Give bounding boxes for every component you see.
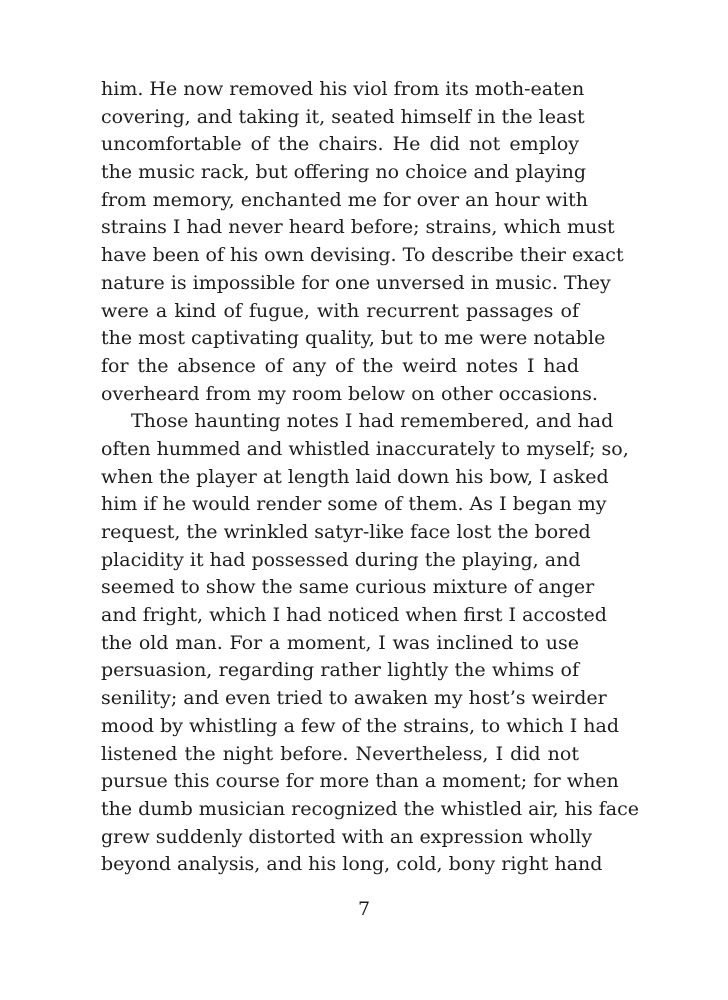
text-line: from memory, enchanted me for over an hour with [101, 188, 588, 211]
text-line: request, the wrinkled satyr-like face lost the bored [101, 521, 591, 543]
text-line: often hummed and whistled inaccurately to myself; so, [101, 437, 629, 460]
text-line: strains I had never heard before; strains, which must [101, 216, 615, 239]
text-line: Those haunting notes I had remembered, and had [131, 410, 614, 433]
text-line: senility; and even tried to awaken my host’s weirder [101, 687, 607, 710]
text-line: the music rack, but offering no choice and playing [101, 161, 586, 184]
text-line: the old man. For a moment, I was inclined to use [101, 631, 579, 654]
text-line: him if he would render some of them. As I began my [101, 493, 607, 516]
text-line: and fright, which I had noticed when first I accosted [101, 604, 607, 627]
paragraph-2 [101, 408, 639, 879]
text-line: covering, and taking it, seated himself in the least [101, 105, 585, 128]
paragraph-1 [101, 76, 624, 408]
text-line: placidity it had possessed during the playing, and [101, 548, 581, 571]
text-line: have been of his own devising. To describe their exact [101, 244, 624, 267]
text-line: listened the night before. Nevertheless, I did not [101, 742, 579, 765]
text-line: persuasion, regarding rather lightly the whims of [101, 659, 579, 682]
body-text [101, 76, 639, 879]
text-line: for the absence of any of the weird notes I had [101, 354, 579, 377]
text-line: the most captivating quality, but to me were notable [101, 327, 606, 350]
text-line: beyond analysis, and his long, cold, bony right hand [101, 853, 603, 876]
text-line: nature is impossible for one unversed in music. They [101, 271, 611, 294]
text-line: pursue this course for more than a moment; for when [101, 770, 619, 793]
page-number: 7 [357, 898, 371, 920]
text-line: uncomfortable of the chairs. He did not employ [101, 133, 579, 156]
text-line: mood by whistling a few of the strains, to which I had [101, 714, 620, 737]
text-line: him. He now removed his viol from its moth-eaten [101, 78, 585, 100]
text-line: when the player at length laid down his bow, I asked [101, 465, 609, 488]
text-line: seemed to show the same curious mixture of anger [101, 576, 595, 599]
text-line: the dumb musician recognized the whistled air, his face [101, 797, 639, 820]
text-line: were a kind of fugue, with recurrent passages of [101, 299, 579, 322]
text-line: grew suddenly distorted with an expression wholly [101, 825, 593, 848]
text-line: overheard from my room below on other occasions. [101, 382, 598, 405]
